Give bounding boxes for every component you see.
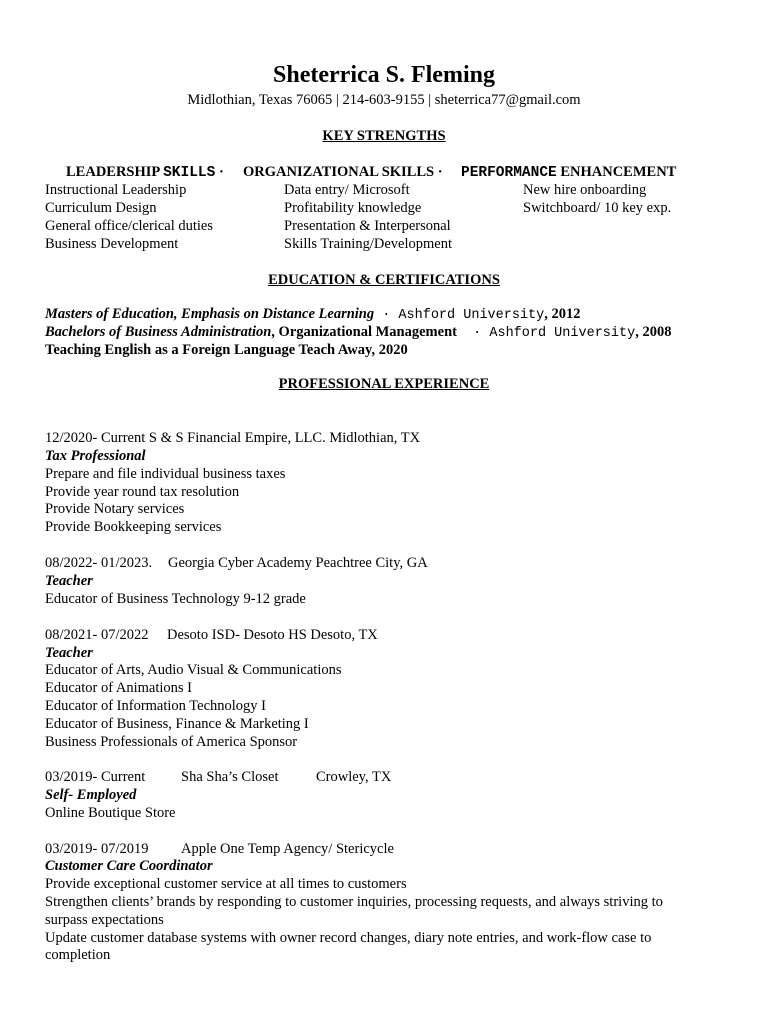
strength-item: Business Development	[45, 236, 179, 252]
category-text: ·	[215, 164, 224, 180]
contact-line: Midlothian, Texas 76065 | 214-603-9155 | sheterrica77@gmail.com	[187, 92, 581, 108]
job-title: Customer Care Coordinator	[45, 858, 213, 874]
job-dates: 08/2022- 01/2023.	[45, 555, 153, 571]
job-dates-employer: 12/2020- Current S & S Financial Empire, LLC. Midlothian, TX	[45, 430, 421, 446]
experience-heading: PROFESSIONAL EXPERIENCE	[278, 376, 490, 392]
job-duty: surpass expectations	[45, 912, 164, 928]
education-item	[45, 306, 581, 323]
job-duty: Prepare and file individual business taxes	[45, 466, 286, 482]
job-title: Self- Employed	[45, 787, 137, 803]
category-performance-enhancement	[461, 164, 676, 181]
category-text: ORGANIZATIONAL SKILLS ·	[243, 164, 443, 180]
job-duty: Provide exceptional customer service at all times to customers	[45, 876, 407, 892]
strength-item: Data entry/ Microsoft	[284, 182, 410, 198]
degree: Bachelors of Business Administration	[45, 324, 272, 340]
job-duty: Provide Notary services	[45, 501, 185, 517]
category-text: PERFORMANCE	[461, 165, 557, 181]
strength-item: Profitability knowledge	[284, 200, 422, 216]
strength-item: General office/clerical duties	[45, 218, 214, 234]
school: · Ashford University	[456, 326, 636, 341]
job-duty: Business Professionals of America Sponsor	[45, 734, 298, 750]
job-employer: Desoto ISD- Desoto HS Desoto, TX	[167, 627, 378, 643]
job-duty: Educator of Business, Finance & Marketing I	[45, 716, 309, 732]
job-dates: 08/2021- 07/2022	[45, 627, 149, 643]
degree: Masters of Education, Emphasis on Distance Learning	[45, 306, 375, 322]
job-employer: Georgia Cyber Academy Peachtree City, GA	[168, 555, 428, 571]
job-duty: Educator of Business Technology 9-12 grade	[45, 591, 306, 607]
job-dates: 03/2019- 07/2019	[45, 841, 149, 857]
job-title: Tax Professional	[45, 448, 146, 464]
job-duty: Online Boutique Store	[45, 805, 176, 821]
school: · Ashford University	[374, 308, 545, 323]
education-item	[45, 324, 671, 341]
job-duty: Educator of Animations I	[45, 680, 192, 696]
job-location: Crowley, TX	[316, 769, 392, 785]
strength-item: Instructional Leadership	[45, 182, 187, 198]
strength-item: Curriculum Design	[45, 200, 157, 216]
certification-item: Teaching English as a Foreign Language Teach Away, 2020	[45, 342, 408, 358]
strength-item: New hire onboarding	[523, 182, 647, 198]
year: , 2012	[544, 306, 581, 322]
key-strengths-heading: KEY STRENGTHS	[322, 128, 446, 144]
strength-item: Switchboard/ 10 key exp.	[523, 200, 672, 216]
category-text: LEADERSHIP	[66, 164, 164, 180]
job-duty: Provide year round tax resolution	[45, 484, 240, 500]
category-text: SKILLS	[163, 165, 216, 181]
category-leadership-skills	[66, 164, 224, 181]
job-duty: Educator of Arts, Audio Visual & Communications	[45, 662, 342, 678]
job-duty: Educator of Information Technology I	[45, 698, 266, 714]
job-employer: Apple One Temp Agency/ Stericycle	[181, 841, 394, 857]
job-duty: completion	[45, 947, 111, 963]
education-heading: EDUCATION & CERTIFICATIONS	[268, 272, 500, 288]
category-text: ENHANCEMENT	[556, 164, 677, 180]
job-dates: 03/2019- Current	[45, 769, 146, 785]
job-title: Teacher	[45, 645, 93, 661]
year: , 2008	[635, 324, 672, 340]
job-title: Teacher	[45, 573, 93, 589]
strength-item: Presentation & Interpersonal	[284, 218, 451, 234]
job-employer: Sha Sha’s Closet	[181, 769, 279, 785]
job-duty: Update customer database systems with owner record changes, diary note entries, and work-flow case to	[45, 930, 652, 946]
job-duty: Provide Bookkeeping services	[45, 519, 222, 535]
strength-item: Skills Training/Development	[284, 236, 452, 252]
category-organizational-skills	[243, 164, 443, 181]
job-duty: Strengthen clients’ brands by responding to customer inquiries, processing requests, and always striving to	[45, 894, 663, 910]
degree-extra: , Organizational Management	[271, 324, 457, 340]
resume-name: Sheterrica S. Fleming	[273, 62, 495, 88]
